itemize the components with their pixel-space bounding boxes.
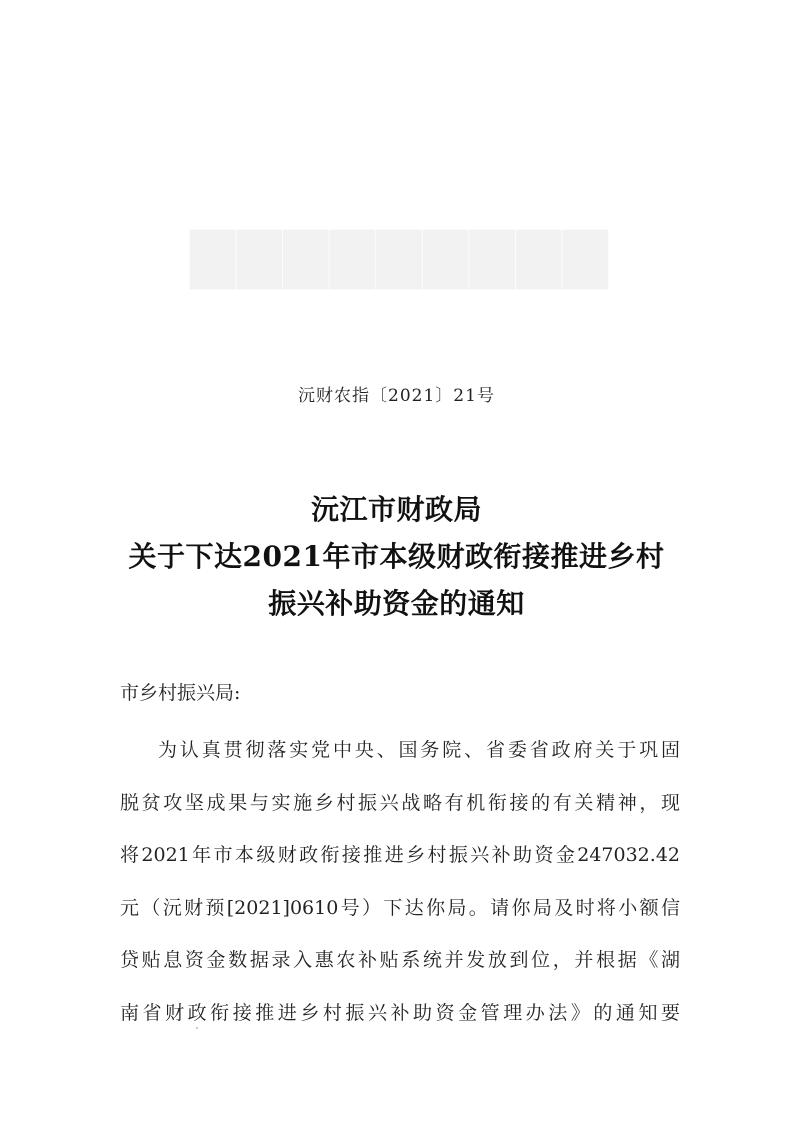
- body-line: 南省财政衔接推进乡村振兴补助资金管理办法》的通知要: [120, 1001, 680, 1024]
- body-line: 脱贫攻坚成果与实施乡村振兴战略有机衔接的有关精神，现: [120, 791, 680, 814]
- body-line: 元（沅财预[2021]0610号）下达你局。请你局及时将小额信: [120, 896, 680, 919]
- body-text: [120, 724, 680, 1039]
- masthead-watermark: ▇▇▇▇▇▇▇▇▇: [190, 221, 610, 289]
- recipient: 市乡村振兴局:: [120, 682, 241, 704]
- title-line-subject-cont: 振兴补助资金的通知: [268, 587, 525, 620]
- body-line: 为认真贯彻落实党中央、国务院、省委省政府关于巩固: [158, 739, 680, 761]
- body-line: 将2021年市本级财政衔接推进乡村振兴补助资金247032.42: [120, 844, 680, 866]
- title-line-subject: 关于下达2021年市本级财政衔接推进乡村: [128, 540, 665, 573]
- scan-speck: [196, 1027, 198, 1029]
- document-number: 沅财农指〔2021〕21号: [298, 386, 495, 406]
- document-title: [0, 486, 793, 627]
- body-line: 贷贴息资金数据录入惠农补贴系统并发放到位，并根据《湖: [120, 949, 680, 971]
- title-line-issuer: 沅江市财政局: [310, 493, 482, 526]
